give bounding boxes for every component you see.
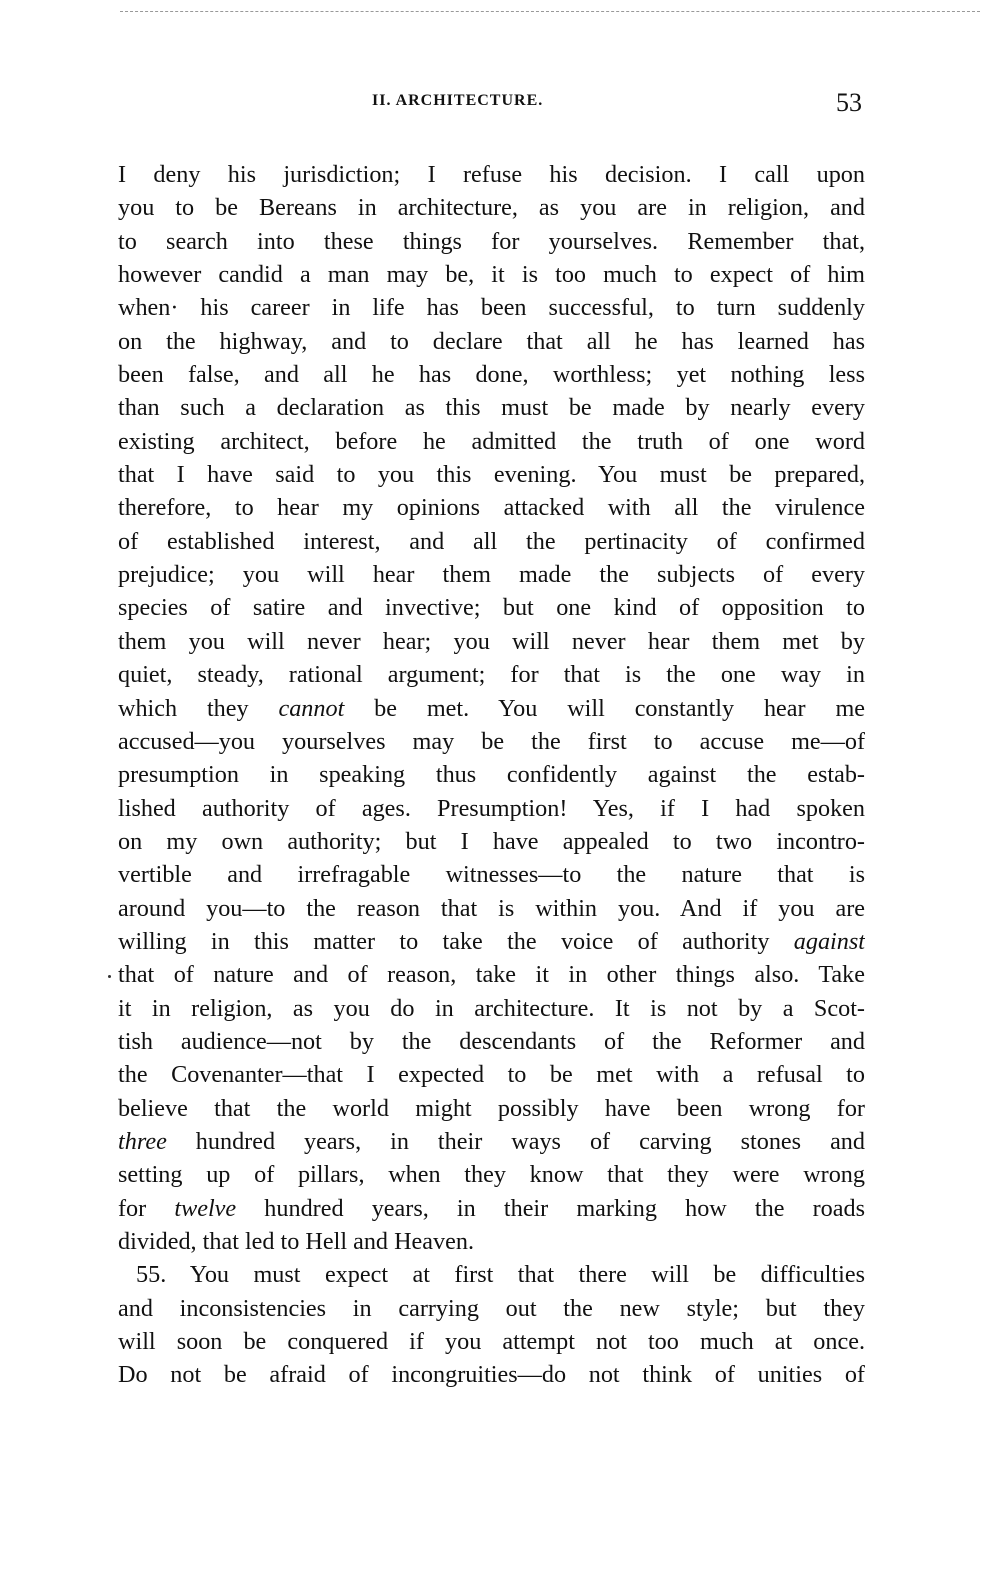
scan-edge-line (120, 11, 980, 12)
line-text: of established interest, and all the pertinacity of confirmed (118, 527, 865, 555)
text-line (118, 358, 865, 391)
line-text: will soon be conquered if you attempt not too much at once. (118, 1328, 865, 1356)
line-text: when· his career in life has been successful, to turn suddenly (118, 294, 865, 322)
text-line (118, 858, 865, 891)
line-text: hundred years, in their marking how the roads (236, 1194, 865, 1222)
line-text: presumption in speaking thus confidently against the estab- (118, 761, 865, 789)
line-text: you to be Bereans in architecture, as you are in religion, and (118, 194, 865, 222)
line-text: therefore, to hear my opinions attacked with all the virulence (118, 494, 865, 522)
text-line (118, 992, 865, 1025)
text-line (118, 692, 865, 725)
page-number: 53 (836, 88, 862, 117)
italic-text: cannot (278, 694, 345, 722)
text-line (118, 892, 865, 925)
line-text: to search into these things for yourselves. Remember that, (118, 227, 865, 255)
running-title: II. ARCHITECTURE. (372, 92, 544, 109)
text-line (118, 792, 865, 825)
text-line (118, 225, 865, 258)
line-text: and inconsistencies in carrying out the new style; but they (118, 1294, 865, 1322)
text-line (118, 1325, 865, 1358)
line-text: setting up of pillars, when they know that they were wrong (118, 1161, 865, 1189)
line-text: that of nature and of reason, take it in other things also. Take (118, 961, 865, 989)
text-line (118, 1292, 865, 1325)
text-line (118, 458, 865, 491)
text-line (118, 1092, 865, 1125)
line-text: which they (118, 694, 279, 722)
line-text: the Covenanter—that I expected to be met with a refusal to (118, 1061, 865, 1089)
line-text: quiet, steady, rational argument; for that is the one way in (118, 661, 865, 689)
text-line (118, 491, 865, 524)
line-text: however candid a man may be, it is too much to expect of him (118, 261, 865, 289)
text-line (118, 1125, 865, 1158)
text-line (118, 391, 865, 424)
margin-speck (108, 975, 111, 978)
text-line (118, 1225, 865, 1258)
line-text: Do not be afraid of incongruities—do not think of unities of (118, 1361, 865, 1389)
text-line (118, 591, 865, 624)
line-text: 55. You must expect at first that there will be difficulties (136, 1261, 865, 1289)
text-line (118, 1358, 865, 1391)
line-text: accused—you yourselves may be the first to accuse me—of (118, 727, 865, 755)
line-text: it in religion, as you do in architecture. It is not by a Scot- (118, 994, 865, 1022)
text-line (118, 1158, 865, 1191)
line-text: divided, that led to Hell and Heaven. (118, 1228, 474, 1255)
line-text: existing architect, before he admitted the truth of one word (118, 427, 865, 455)
line-text: around you—to the reason that is within you. And if you are (118, 894, 865, 922)
line-text: vertible and irrefragable witnesses—to the nature that is (118, 861, 865, 889)
text-line (118, 758, 865, 791)
line-text: species of satire and invective; but one kind of opposition to (118, 594, 865, 622)
text-line (118, 291, 865, 324)
line-text: than such a declaration as this must be made by nearly every (118, 394, 865, 422)
page-header (0, 88, 1000, 122)
line-text: hundred years, in their ways of carving stones and (166, 1127, 865, 1155)
line-text: I deny his jurisdiction; I refuse his decision. I call upon (118, 161, 865, 188)
line-text: on the highway, and to declare that all he has learned has (118, 327, 865, 355)
text-line (118, 1058, 865, 1091)
text-line (118, 258, 865, 291)
italic-text: against (793, 927, 865, 955)
text-line (118, 425, 865, 458)
italic-text: twelve (174, 1194, 237, 1222)
line-text: prejudice; you will hear them made the subjects of every (118, 561, 865, 589)
text-line (118, 725, 865, 758)
line-text: willing in this matter to take the voice of authority (118, 927, 794, 955)
text-line (118, 1258, 865, 1291)
line-text: been false, and all he has done, worthless; yet nothing less (118, 361, 865, 389)
text-line (118, 1025, 865, 1058)
text-line (118, 825, 865, 858)
text-line (118, 925, 865, 958)
text-line (118, 958, 865, 991)
text-line (118, 525, 865, 558)
line-text: for (118, 1194, 175, 1222)
italic-text: three (118, 1127, 167, 1155)
line-text: tish audience—not by the descendants of the Reformer and (118, 1027, 865, 1055)
text-line (118, 558, 865, 591)
line-text: on my own authority; but I have appealed to two incontro- (118, 827, 865, 855)
text-line (118, 191, 865, 224)
text-line (118, 158, 865, 191)
line-text: them you will never hear; you will never hear them met by (118, 627, 865, 655)
line-text: be met. You will constantly hear me (344, 694, 865, 722)
line-text: lished authority of ages. Presumption! Yes, if I had spoken (118, 794, 865, 822)
text-line (118, 325, 865, 358)
body-text (118, 158, 865, 1392)
text-line (118, 625, 865, 658)
line-text: believe that the world might possibly have been wrong for (118, 1094, 865, 1122)
line-text: that I have said to you this evening. You must be prepared, (118, 461, 865, 489)
text-line (118, 658, 865, 691)
text-line (118, 1192, 865, 1225)
